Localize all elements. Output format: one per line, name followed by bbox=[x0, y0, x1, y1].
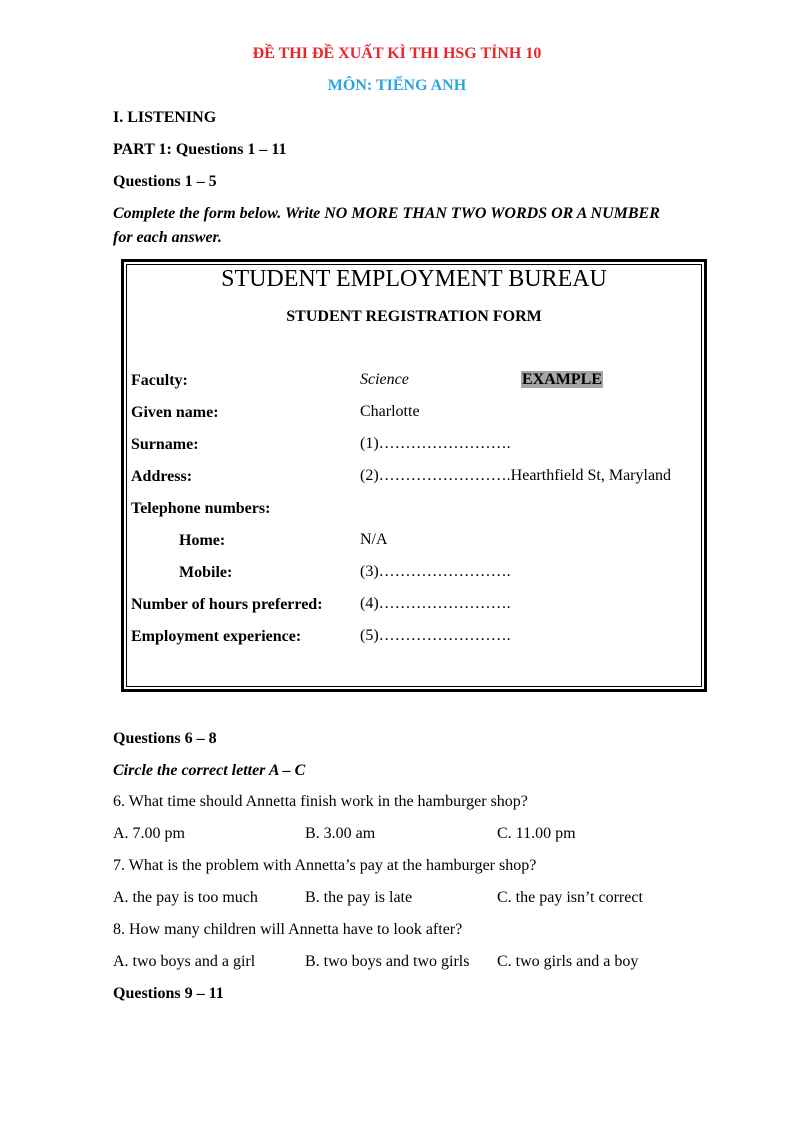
part-heading: PART 1: Questions 1 – 11 bbox=[113, 141, 287, 158]
form-title: STUDENT EMPLOYMENT BUREAU bbox=[221, 266, 607, 292]
label-employment-experience: Employment experience: bbox=[131, 628, 302, 645]
label-surname: Surname: bbox=[131, 436, 199, 453]
example-badge: EXAMPLE bbox=[522, 371, 602, 388]
q7-option-c: C. the pay isn’t correct bbox=[497, 889, 643, 906]
question-8: 8. How many children will Annetta have to look after? bbox=[113, 921, 463, 938]
value-employment-experience: (5)……………………. bbox=[360, 627, 511, 644]
question-6: 6. What time should Annetta finish work in the hamburger shop? bbox=[113, 793, 528, 810]
label-given-name: Given name: bbox=[131, 404, 219, 421]
q8-option-a: A. two boys and a girl bbox=[113, 953, 256, 970]
q8-option-b: B. two boys and two girls bbox=[305, 953, 470, 970]
q6-option-a: A. 7.00 pm bbox=[113, 825, 185, 842]
questions-6-8-instruction: Circle the correct letter A – C bbox=[113, 762, 306, 779]
questions-6-8-heading: Questions 6 – 8 bbox=[113, 730, 217, 747]
label-mobile: Mobile: bbox=[179, 564, 233, 581]
value-faculty: Science bbox=[360, 371, 409, 388]
form-subtitle: STUDENT REGISTRATION FORM bbox=[286, 308, 542, 325]
questions-1-5-heading: Questions 1 – 5 bbox=[113, 173, 217, 190]
value-surname: (1)……………………. bbox=[360, 435, 511, 452]
questions-9-11-heading: Questions 9 – 11 bbox=[113, 985, 224, 1002]
q7-option-b: B. the pay is late bbox=[305, 889, 413, 906]
instruction-line-2: for each answer. bbox=[113, 229, 222, 246]
exam-title: ĐỀ THI ĐỀ XUẤT KÌ THI HSG TỈNH 10 bbox=[252, 45, 542, 62]
q6-option-b: B. 3.00 am bbox=[305, 825, 376, 842]
label-hours-preferred: Number of hours preferred: bbox=[131, 596, 323, 613]
section-heading: I. LISTENING bbox=[113, 109, 217, 126]
exam-subject: MÔN: TIẾNG ANH bbox=[327, 77, 467, 94]
value-hours-preferred: (4)……………………. bbox=[360, 595, 511, 612]
q6-option-c: C. 11.00 pm bbox=[497, 825, 576, 842]
value-home: N/A bbox=[360, 531, 388, 548]
label-faculty: Faculty: bbox=[131, 372, 188, 389]
q8-option-c: C. two girls and a boy bbox=[497, 953, 639, 970]
label-home: Home: bbox=[179, 532, 226, 549]
label-address: Address: bbox=[131, 468, 193, 485]
q7-option-a: A. the pay is too much bbox=[113, 889, 258, 906]
value-given-name: Charlotte bbox=[360, 403, 420, 420]
value-address: (2)…………………….Hearthfield St, Maryland bbox=[360, 467, 672, 484]
label-telephone-numbers: Telephone numbers: bbox=[131, 500, 271, 517]
value-mobile: (3)……………………. bbox=[360, 563, 511, 580]
instruction-line-1: Complete the form below. Write NO MORE THAN TWO WORDS OR A NUMBER bbox=[113, 205, 660, 222]
question-7: 7. What is the problem with Annetta’s pay at the hamburger shop? bbox=[113, 857, 537, 874]
